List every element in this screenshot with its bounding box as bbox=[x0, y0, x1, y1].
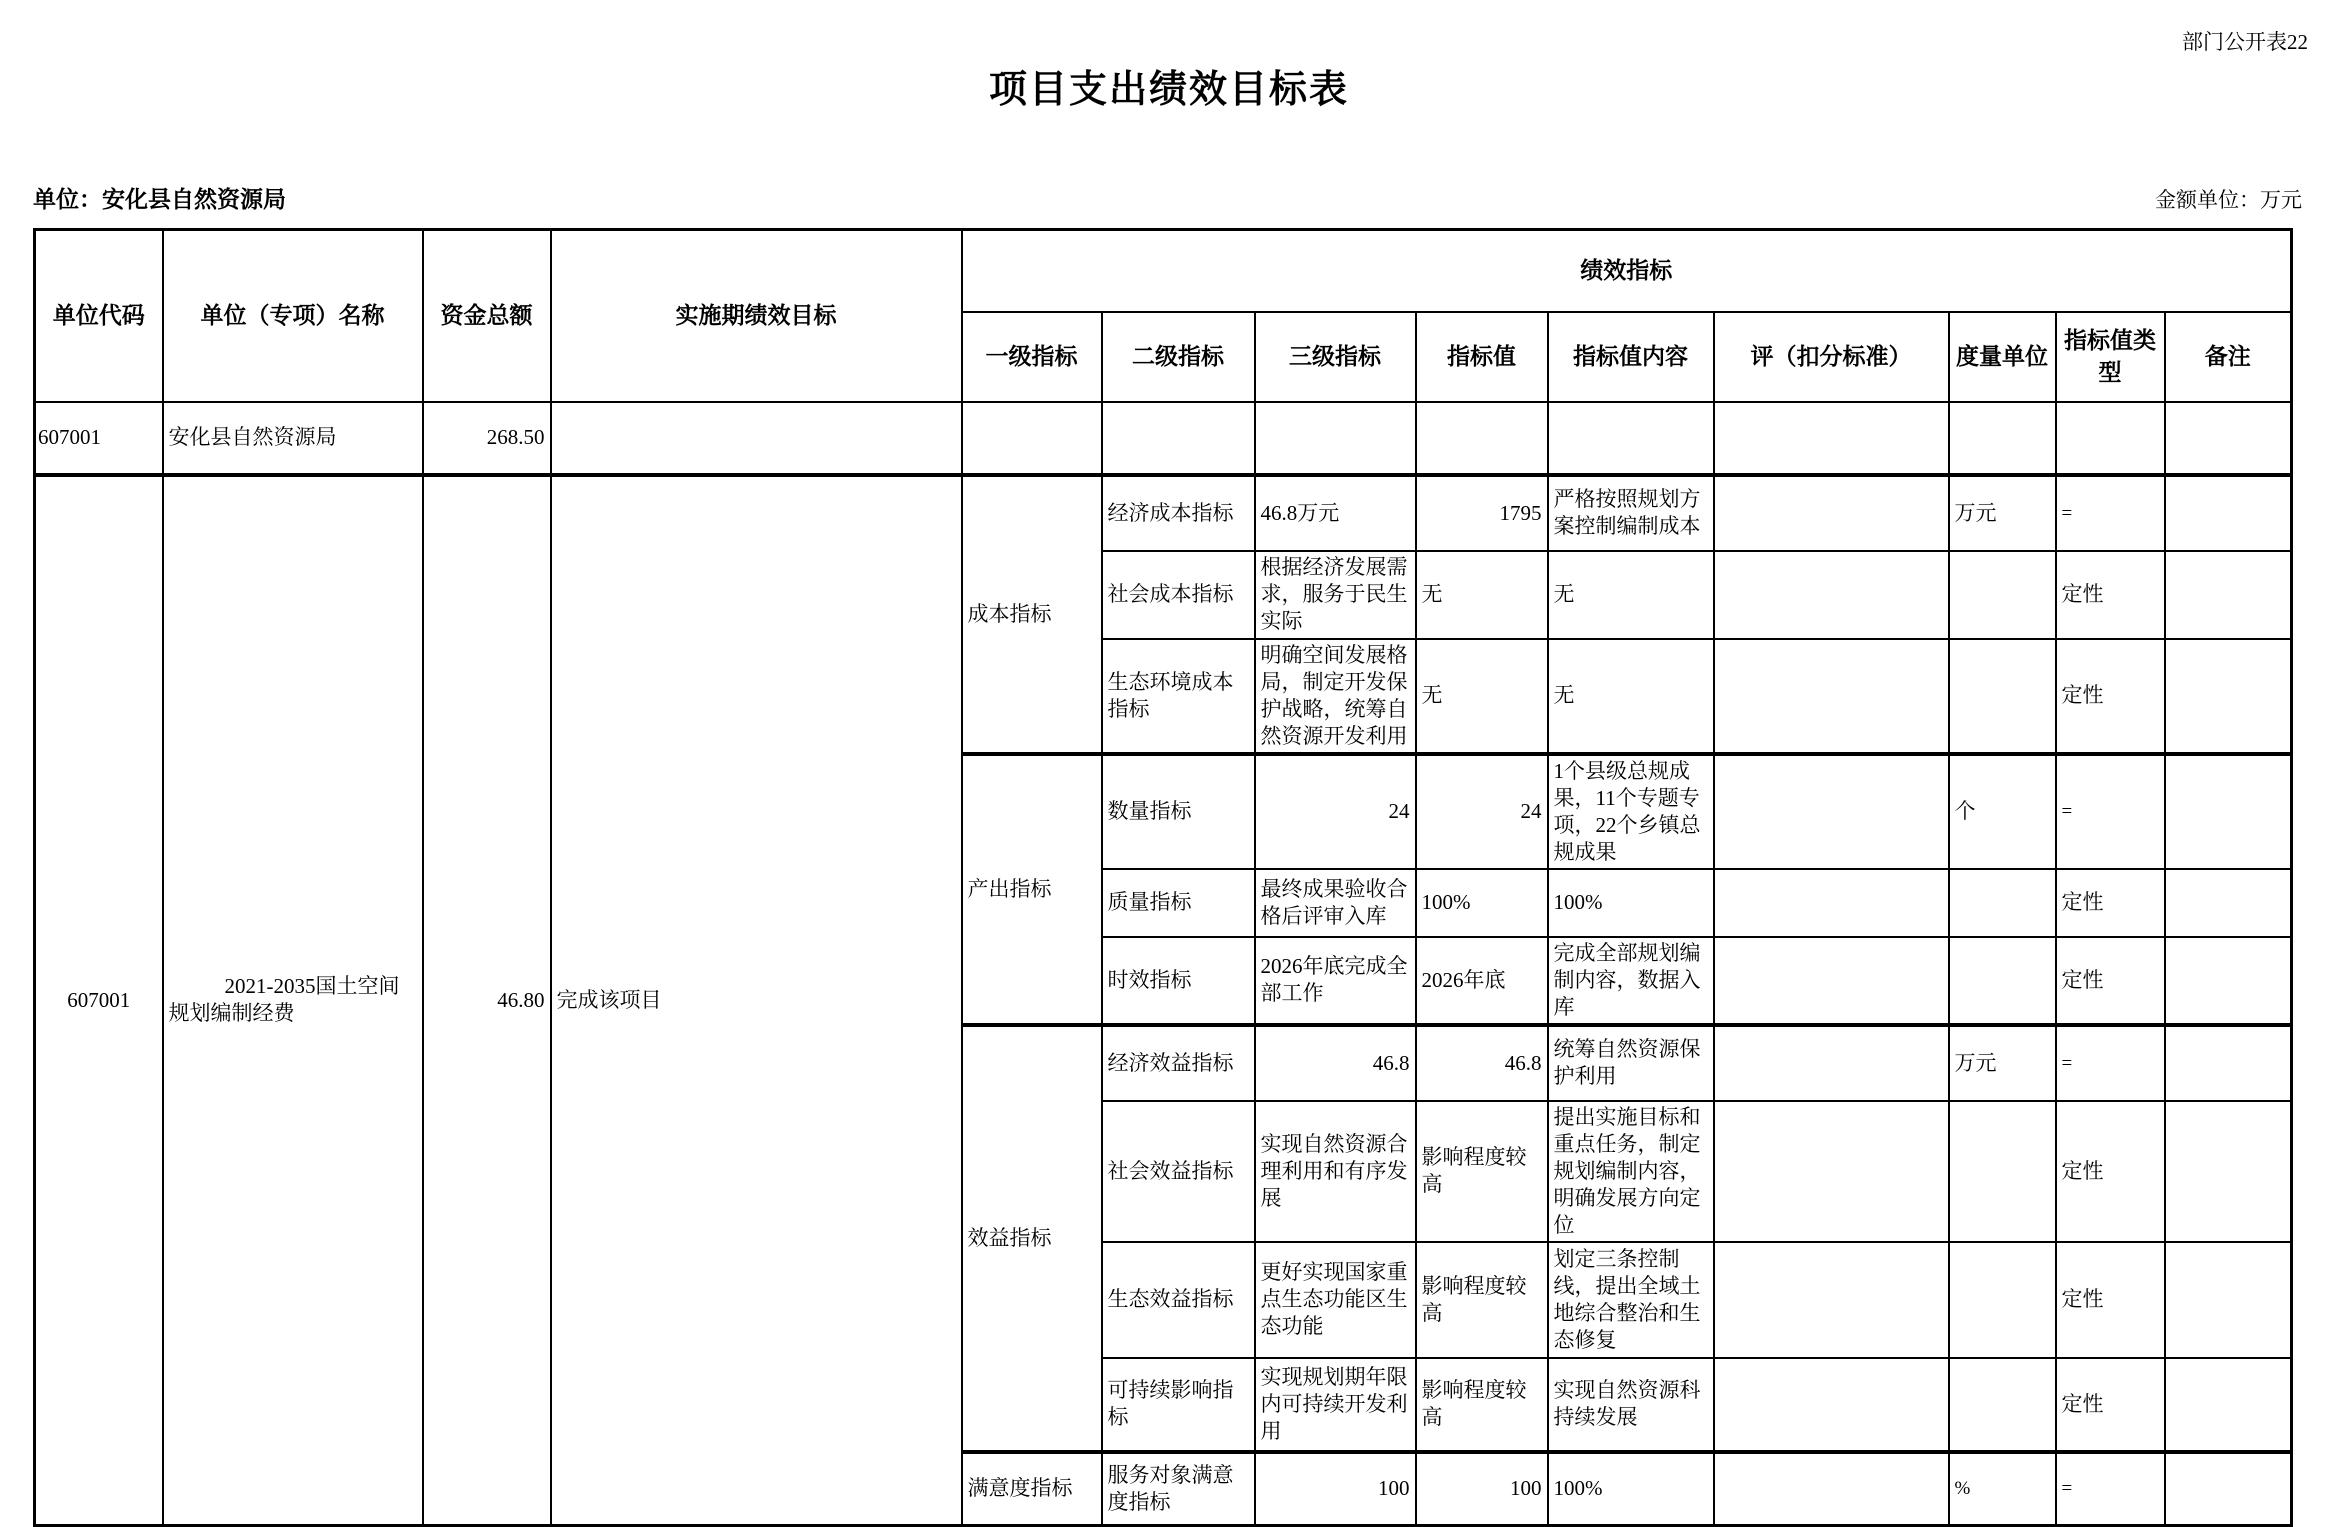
cell-level2: 质量指标 bbox=[1102, 869, 1255, 937]
summary-scoring bbox=[1714, 402, 1949, 475]
header-unit-code: 单位代码 bbox=[35, 230, 163, 402]
cell-value-type: = bbox=[2056, 1452, 2165, 1526]
cell-value: 46.8 bbox=[1416, 1025, 1548, 1101]
cell-value: 24 bbox=[1416, 754, 1548, 869]
cell-level3: 46.8 bbox=[1255, 1025, 1416, 1101]
cell-measure-unit bbox=[1949, 1242, 2056, 1358]
cell-value-content: 划定三条控制线，提出全域土地综合整治和生态修复 bbox=[1548, 1242, 1714, 1358]
cell-level3: 100 bbox=[1255, 1452, 1416, 1526]
cell-value: 100% bbox=[1416, 869, 1548, 937]
cell-level3: 更好实现国家重点生态功能区生态功能 bbox=[1255, 1242, 1416, 1358]
cell-value-content: 统筹自然资源保护利用 bbox=[1548, 1025, 1714, 1101]
cell-remark bbox=[2165, 869, 2292, 937]
cell-measure-unit: 万元 bbox=[1949, 1025, 2056, 1101]
summary-value-type bbox=[2056, 402, 2165, 475]
cell-remark bbox=[2165, 551, 2292, 639]
cell-remark bbox=[2165, 1358, 2292, 1452]
cell-remark bbox=[2165, 754, 2292, 869]
cell-level2: 社会效益指标 bbox=[1102, 1101, 1255, 1242]
page-title: 项目支出绩效目标表 bbox=[988, 69, 1349, 111]
cell-value-content: 完成全部规划编制内容，数据入库 bbox=[1548, 937, 1714, 1025]
cell-level1-cost: 成本指标 bbox=[962, 475, 1102, 754]
cell-measure-unit: 个 bbox=[1949, 754, 2056, 869]
cell-remark bbox=[2165, 475, 2292, 551]
header-impl-target: 实施期绩效目标 bbox=[551, 230, 962, 402]
cell-measure-unit bbox=[1949, 639, 2056, 754]
cell-measure-unit bbox=[1949, 937, 2056, 1025]
cell-value: 影响程度较高 bbox=[1416, 1101, 1548, 1242]
summary-measure-unit bbox=[1949, 402, 2056, 475]
cell-value: 1795 bbox=[1416, 475, 1548, 551]
summary-value bbox=[1416, 402, 1548, 475]
header-value-type: 指标值类型 bbox=[2056, 312, 2165, 402]
cell-level3: 根据经济发展需求，服务于民生实际 bbox=[1255, 551, 1416, 639]
header-level1: 一级指标 bbox=[962, 312, 1102, 402]
summary-level3 bbox=[1255, 402, 1416, 475]
cell-measure-unit: 万元 bbox=[1949, 475, 2056, 551]
cell-value-content: 严格按照规划方案控制编制成本 bbox=[1548, 475, 1714, 551]
cell-scoring bbox=[1714, 475, 1949, 551]
cell-value-type: 定性 bbox=[2056, 869, 2165, 937]
header-value: 指标值 bbox=[1416, 312, 1548, 402]
cell-remark bbox=[2165, 1101, 2292, 1242]
cell-measure-unit bbox=[1949, 1101, 2056, 1242]
cell-level3: 最终成果验收合格后评审入库 bbox=[1255, 869, 1416, 937]
cell-scoring bbox=[1714, 937, 1949, 1025]
cell-value-type: = bbox=[2056, 475, 2165, 551]
cell-scoring bbox=[1714, 754, 1949, 869]
cell-measure-unit bbox=[1949, 869, 2056, 937]
project-impl-target: 完成该项目 bbox=[551, 475, 962, 1526]
cell-scoring bbox=[1714, 639, 1949, 754]
cell-value: 无 bbox=[1416, 639, 1548, 754]
cell-value-type: 定性 bbox=[2056, 1101, 2165, 1242]
cell-level1-satisfaction: 满意度指标 bbox=[962, 1452, 1102, 1526]
cell-level2: 数量指标 bbox=[1102, 754, 1255, 869]
cell-value-type: 定性 bbox=[2056, 937, 2165, 1025]
project-unit-code: 607001 bbox=[35, 475, 163, 1526]
header-remark: 备注 bbox=[2165, 312, 2292, 402]
cell-level1-output: 产出指标 bbox=[962, 754, 1102, 1025]
cell-value-type: 定性 bbox=[2056, 639, 2165, 754]
summary-impl-target bbox=[551, 402, 962, 475]
header-measure-unit: 度量单位 bbox=[1949, 312, 2056, 402]
cell-remark bbox=[2165, 937, 2292, 1025]
cell-value-content: 100% bbox=[1548, 1452, 1714, 1526]
unit-name-line: 单位：安化县自然资源局 bbox=[33, 187, 286, 212]
header-scoring: 评（扣分标准） bbox=[1714, 312, 1949, 402]
cell-level3: 实现规划期年限内可持续开发利用 bbox=[1255, 1358, 1416, 1452]
cell-value-content: 提出实施目标和重点任务，制定规划编制内容，明确发展方向定位 bbox=[1548, 1101, 1714, 1242]
cell-value: 影响程度较高 bbox=[1416, 1358, 1548, 1452]
header-perf-group: 绩效指标 bbox=[962, 230, 2292, 312]
summary-level2 bbox=[1102, 402, 1255, 475]
cell-measure-unit bbox=[1949, 1358, 2056, 1452]
cell-scoring bbox=[1714, 1025, 1949, 1101]
header-value-content: 指标值内容 bbox=[1548, 312, 1714, 402]
cell-value-type: = bbox=[2056, 1025, 2165, 1101]
cell-value: 100 bbox=[1416, 1452, 1548, 1526]
cell-value-type: 定性 bbox=[2056, 1358, 2165, 1452]
cell-level2: 经济效益指标 bbox=[1102, 1025, 1255, 1101]
cell-value-type: = bbox=[2056, 754, 2165, 869]
cell-value-content: 无 bbox=[1548, 639, 1714, 754]
project-unit-name: 2021-2035国土空间规划编制经费 bbox=[163, 475, 423, 1526]
amount-unit-line: 金额单位：万元 bbox=[2155, 188, 2302, 212]
cell-value-content: 实现自然资源科持续发展 bbox=[1548, 1358, 1714, 1452]
cell-scoring bbox=[1714, 1358, 1949, 1452]
summary-level1 bbox=[962, 402, 1102, 475]
cell-level2: 服务对象满意度指标 bbox=[1102, 1452, 1255, 1526]
summary-unit-name: 安化县自然资源局 bbox=[163, 402, 423, 475]
cell-value-content: 100% bbox=[1548, 869, 1714, 937]
header-level3: 三级指标 bbox=[1255, 312, 1416, 402]
project-amount: 46.80 bbox=[423, 475, 551, 1526]
cell-measure-unit bbox=[1949, 551, 2056, 639]
cell-scoring bbox=[1714, 551, 1949, 639]
header-level2: 二级指标 bbox=[1102, 312, 1255, 402]
cell-value: 影响程度较高 bbox=[1416, 1242, 1548, 1358]
cell-level2: 经济成本指标 bbox=[1102, 475, 1255, 551]
cell-level2: 生态效益指标 bbox=[1102, 1242, 1255, 1358]
cell-level2: 可持续影响指标 bbox=[1102, 1358, 1255, 1452]
cell-scoring bbox=[1714, 1242, 1949, 1358]
cell-level3: 2026年底完成全部工作 bbox=[1255, 937, 1416, 1025]
cell-level3: 24 bbox=[1255, 754, 1416, 869]
cell-scoring bbox=[1714, 1452, 1949, 1526]
cell-scoring bbox=[1714, 1101, 1949, 1242]
cell-level1-benefit: 效益指标 bbox=[962, 1025, 1102, 1452]
cell-level3: 明确空间发展格局，制定开发保护战略，统筹自然资源开发利用 bbox=[1255, 639, 1416, 754]
cell-level2: 生态环境成本指标 bbox=[1102, 639, 1255, 754]
header-total-fund: 资金总额 bbox=[423, 230, 551, 402]
cell-value-type: 定性 bbox=[2056, 551, 2165, 639]
cell-value-type: 定性 bbox=[2056, 1242, 2165, 1358]
cell-level2: 社会成本指标 bbox=[1102, 551, 1255, 639]
cell-remark bbox=[2165, 639, 2292, 754]
cell-value-content: 无 bbox=[1548, 551, 1714, 639]
performance-target-table bbox=[33, 228, 2293, 1527]
cell-value: 2026年底 bbox=[1416, 937, 1548, 1025]
summary-unit-code: 607001 bbox=[35, 402, 163, 475]
cell-level3: 46.8万元 bbox=[1255, 475, 1416, 551]
doc-public-table-label: 部门公开表22 bbox=[2182, 30, 2308, 54]
cell-value-content: 1个县级总规成果，11个专题专项，22个乡镇总规成果 bbox=[1548, 754, 1714, 869]
cell-scoring bbox=[1714, 869, 1949, 937]
summary-value-content bbox=[1548, 402, 1714, 475]
summary-remark bbox=[2165, 402, 2292, 475]
cell-level3: 实现自然资源合理利用和有序发展 bbox=[1255, 1101, 1416, 1242]
cell-remark bbox=[2165, 1025, 2292, 1101]
cell-level2: 时效指标 bbox=[1102, 937, 1255, 1025]
header-unit-name: 单位（专项）名称 bbox=[163, 230, 423, 402]
cell-measure-unit: % bbox=[1949, 1452, 2056, 1526]
cell-remark bbox=[2165, 1452, 2292, 1526]
cell-value: 无 bbox=[1416, 551, 1548, 639]
cell-remark bbox=[2165, 1242, 2292, 1358]
summary-amount: 268.50 bbox=[423, 402, 551, 475]
